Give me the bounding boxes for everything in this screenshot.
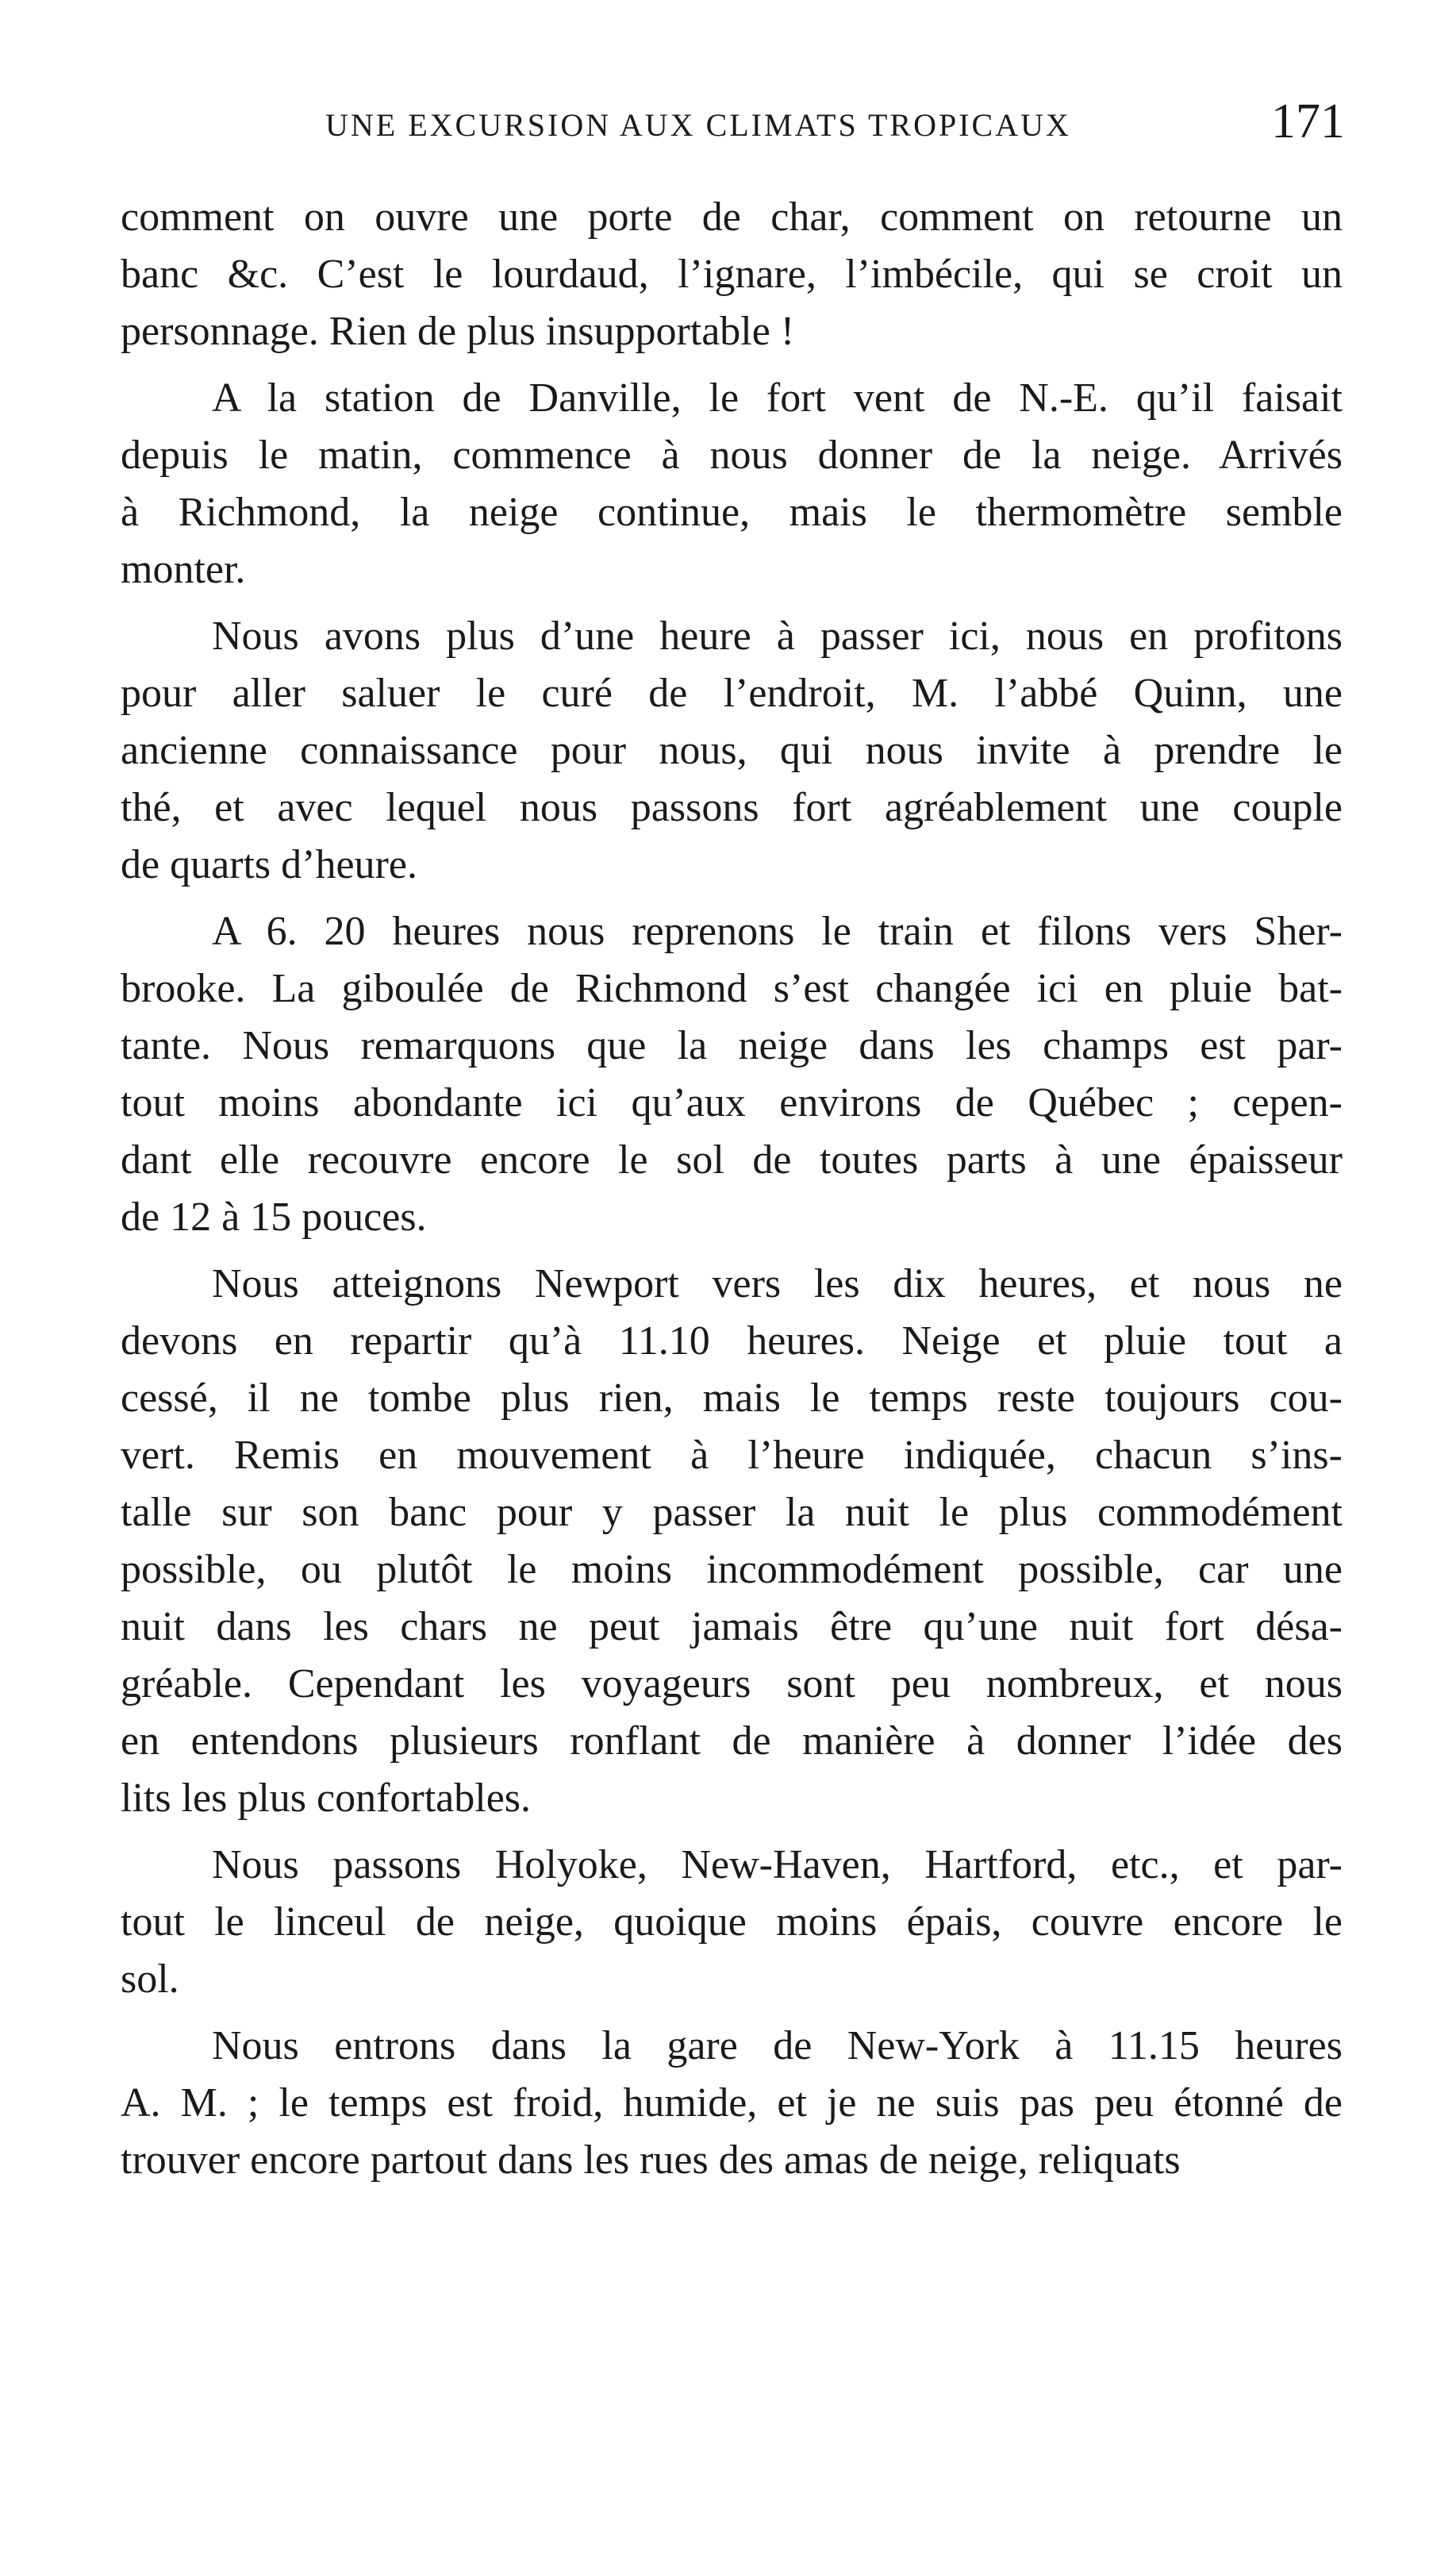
text-line: tante. Nous remarquons que la neige dans les champs est par-: [121, 1023, 1343, 1068]
text-line: trouver encore partout dans les rues des amas de neige, reliquats: [121, 2137, 1181, 2183]
text-line: Nous entrons dans la gare de New-York à 11.15 heures: [212, 2023, 1343, 2068]
text-line: de 12 à 15 pouces.: [121, 1195, 427, 1240]
running-title: UNE EXCURSION AUX CLIMATS TROPICAUX: [325, 107, 1071, 143]
text-line: tout le linceul de neige, quoique moins épais, couvre encore le: [121, 1899, 1343, 1945]
text-line: ancienne connaissance pour nous, qui nous invite à prendre le: [121, 728, 1343, 773]
text-line: depuis le matin, commence à nous donner de la neige. Arrivés: [121, 433, 1343, 478]
paragraph: [121, 1837, 1343, 2008]
text-line: sol.: [121, 1956, 179, 2002]
text-line: gréable. Cependant les voyageurs sont peu nombreux, et nous: [121, 1661, 1343, 1706]
paragraph: [121, 608, 1343, 894]
text-line: comment on ouvre une porte de char, comment on retourne un: [121, 194, 1343, 240]
paragraph: [121, 189, 1343, 360]
text-line: nuit dans les chars ne peut jamais être qu’une nuit fort désa-: [121, 1604, 1343, 1649]
text-line: à Richmond, la neige continue, mais le thermomètre semble: [121, 490, 1343, 535]
text-line: devons en repartir qu’à 11.10 heures. Neige et pluie tout a: [121, 1318, 1343, 1364]
text-line: Nous atteignons Newport vers les dix heures, et nous ne: [212, 1261, 1343, 1306]
paragraph: [121, 903, 1343, 1246]
text-line: pour aller saluer le curé de l’endroit, M. l’abbé Quinn, une: [121, 671, 1343, 716]
text-line: brooke. La giboulée de Richmond s’est changée ici en pluie bat-: [121, 966, 1343, 1011]
paragraph: [121, 2018, 1343, 2189]
page-number: 171: [1271, 94, 1345, 148]
text-line: en entendons plusieurs ronflant de manière à donner l’idée des: [121, 1718, 1343, 1764]
text-line: personnage. Rien de plus insupportable !: [121, 309, 795, 354]
paragraph: [121, 1256, 1343, 1827]
text-line: possible, ou plutôt le moins incommodément possible, car une: [121, 1547, 1343, 1592]
text-line: thé, et avec lequel nous passons fort agréablement une couple: [121, 785, 1343, 830]
text-line: monter.: [121, 547, 246, 592]
text-line: cessé, il ne tombe plus rien, mais le temps reste toujours cou-: [121, 1375, 1343, 1421]
text-line: lits les plus confortables.: [121, 1776, 532, 1821]
text-line: de quarts d’heure.: [121, 842, 417, 887]
running-head: [119, 94, 1345, 157]
text-line: tout moins abondante ici qu’aux environs de Québec ; cepen-: [121, 1080, 1343, 1125]
text-line: dant elle recouvre encore le sol de toutes parts à une épaisseur: [121, 1137, 1343, 1183]
paragraph: [121, 370, 1343, 598]
text-line: A. M. ; le temps est froid, humide, et je ne suis pas peu étonné de: [121, 2080, 1343, 2126]
body-text: [121, 189, 1343, 2199]
text-line: A la station de Danville, le fort vent de N.-E. qu’il faisait: [212, 375, 1343, 421]
text-line: Nous passons Holyoke, New-Haven, Hartford, etc., et par-: [212, 1842, 1343, 1887]
text-line: A 6. 20 heures nous reprenons le train et filons vers Sher-: [212, 909, 1343, 954]
text-line: vert. Remis en mouvement à l’heure indiquée, chacun s’ins-: [121, 1433, 1343, 1478]
text-line: Nous avons plus d’une heure à passer ici, nous en profitons: [212, 614, 1343, 659]
text-line: banc &c. C’est le lourdaud, l’ignare, l’imbécile, qui se croit un: [121, 252, 1343, 297]
text-line: talle sur son banc pour y passer la nuit le plus commodément: [121, 1490, 1343, 1535]
